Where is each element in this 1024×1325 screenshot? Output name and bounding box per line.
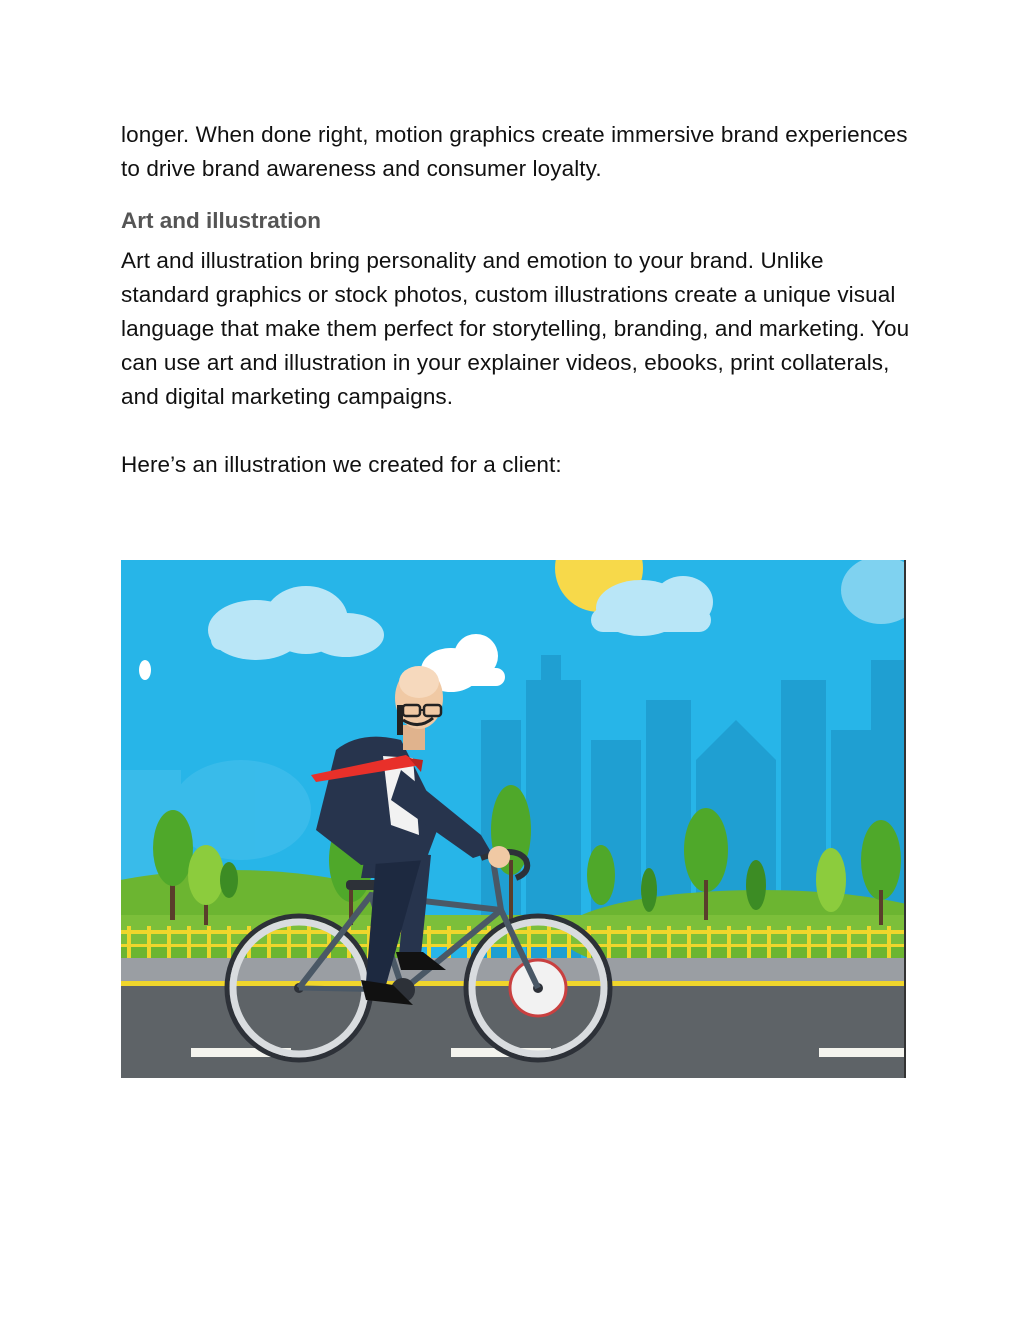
fence-post xyxy=(807,926,811,958)
fence-post xyxy=(747,926,751,958)
fence-post xyxy=(207,926,211,958)
fence-post xyxy=(647,926,651,958)
fence-post xyxy=(527,926,531,958)
fence-post xyxy=(707,926,711,958)
fence-post xyxy=(607,926,611,958)
fence-post xyxy=(467,926,471,958)
fence-post xyxy=(307,926,311,958)
fence-post xyxy=(127,926,131,958)
fence-post xyxy=(287,926,291,958)
image-edge xyxy=(904,560,906,1078)
fence-post xyxy=(167,926,171,958)
fence-post xyxy=(767,926,771,958)
fence-post xyxy=(727,926,731,958)
intro-paragraph: longer. When done right, motion graphics create immersive brand experiences to drive brand awareness and consumer loyalty. xyxy=(121,122,908,181)
fence-post xyxy=(427,926,431,958)
small-cloud xyxy=(139,660,151,680)
section-heading: Art and illustration xyxy=(121,208,322,233)
fence-post xyxy=(147,926,151,958)
section-paragraph: Art and illustration bring personality and emotion to your brand. Unlike standard graphics or stock photos, custom illustrations create a unique visual language that make them perfect for storytelling, branding, and marketing. You can use art and illustration in your explainer videos, ebooks, print collaterals, and digital marketing campaigns. xyxy=(121,248,910,409)
fence-post xyxy=(627,926,631,958)
fence-post xyxy=(887,926,891,958)
document-body xyxy=(121,118,911,482)
cyclist-illustration xyxy=(121,560,906,1078)
paragraph-gap xyxy=(121,414,911,448)
fence-post xyxy=(667,926,671,958)
fence-post xyxy=(847,926,851,958)
fence-post xyxy=(227,926,231,958)
fence-post xyxy=(867,926,871,958)
fence-post xyxy=(827,926,831,958)
illustration-lead-in: Here’s an illustration we created for a client: xyxy=(121,452,562,477)
fence-post xyxy=(687,926,691,958)
fence-post xyxy=(787,926,791,958)
fence-post xyxy=(547,926,551,958)
fence-post xyxy=(187,926,191,958)
